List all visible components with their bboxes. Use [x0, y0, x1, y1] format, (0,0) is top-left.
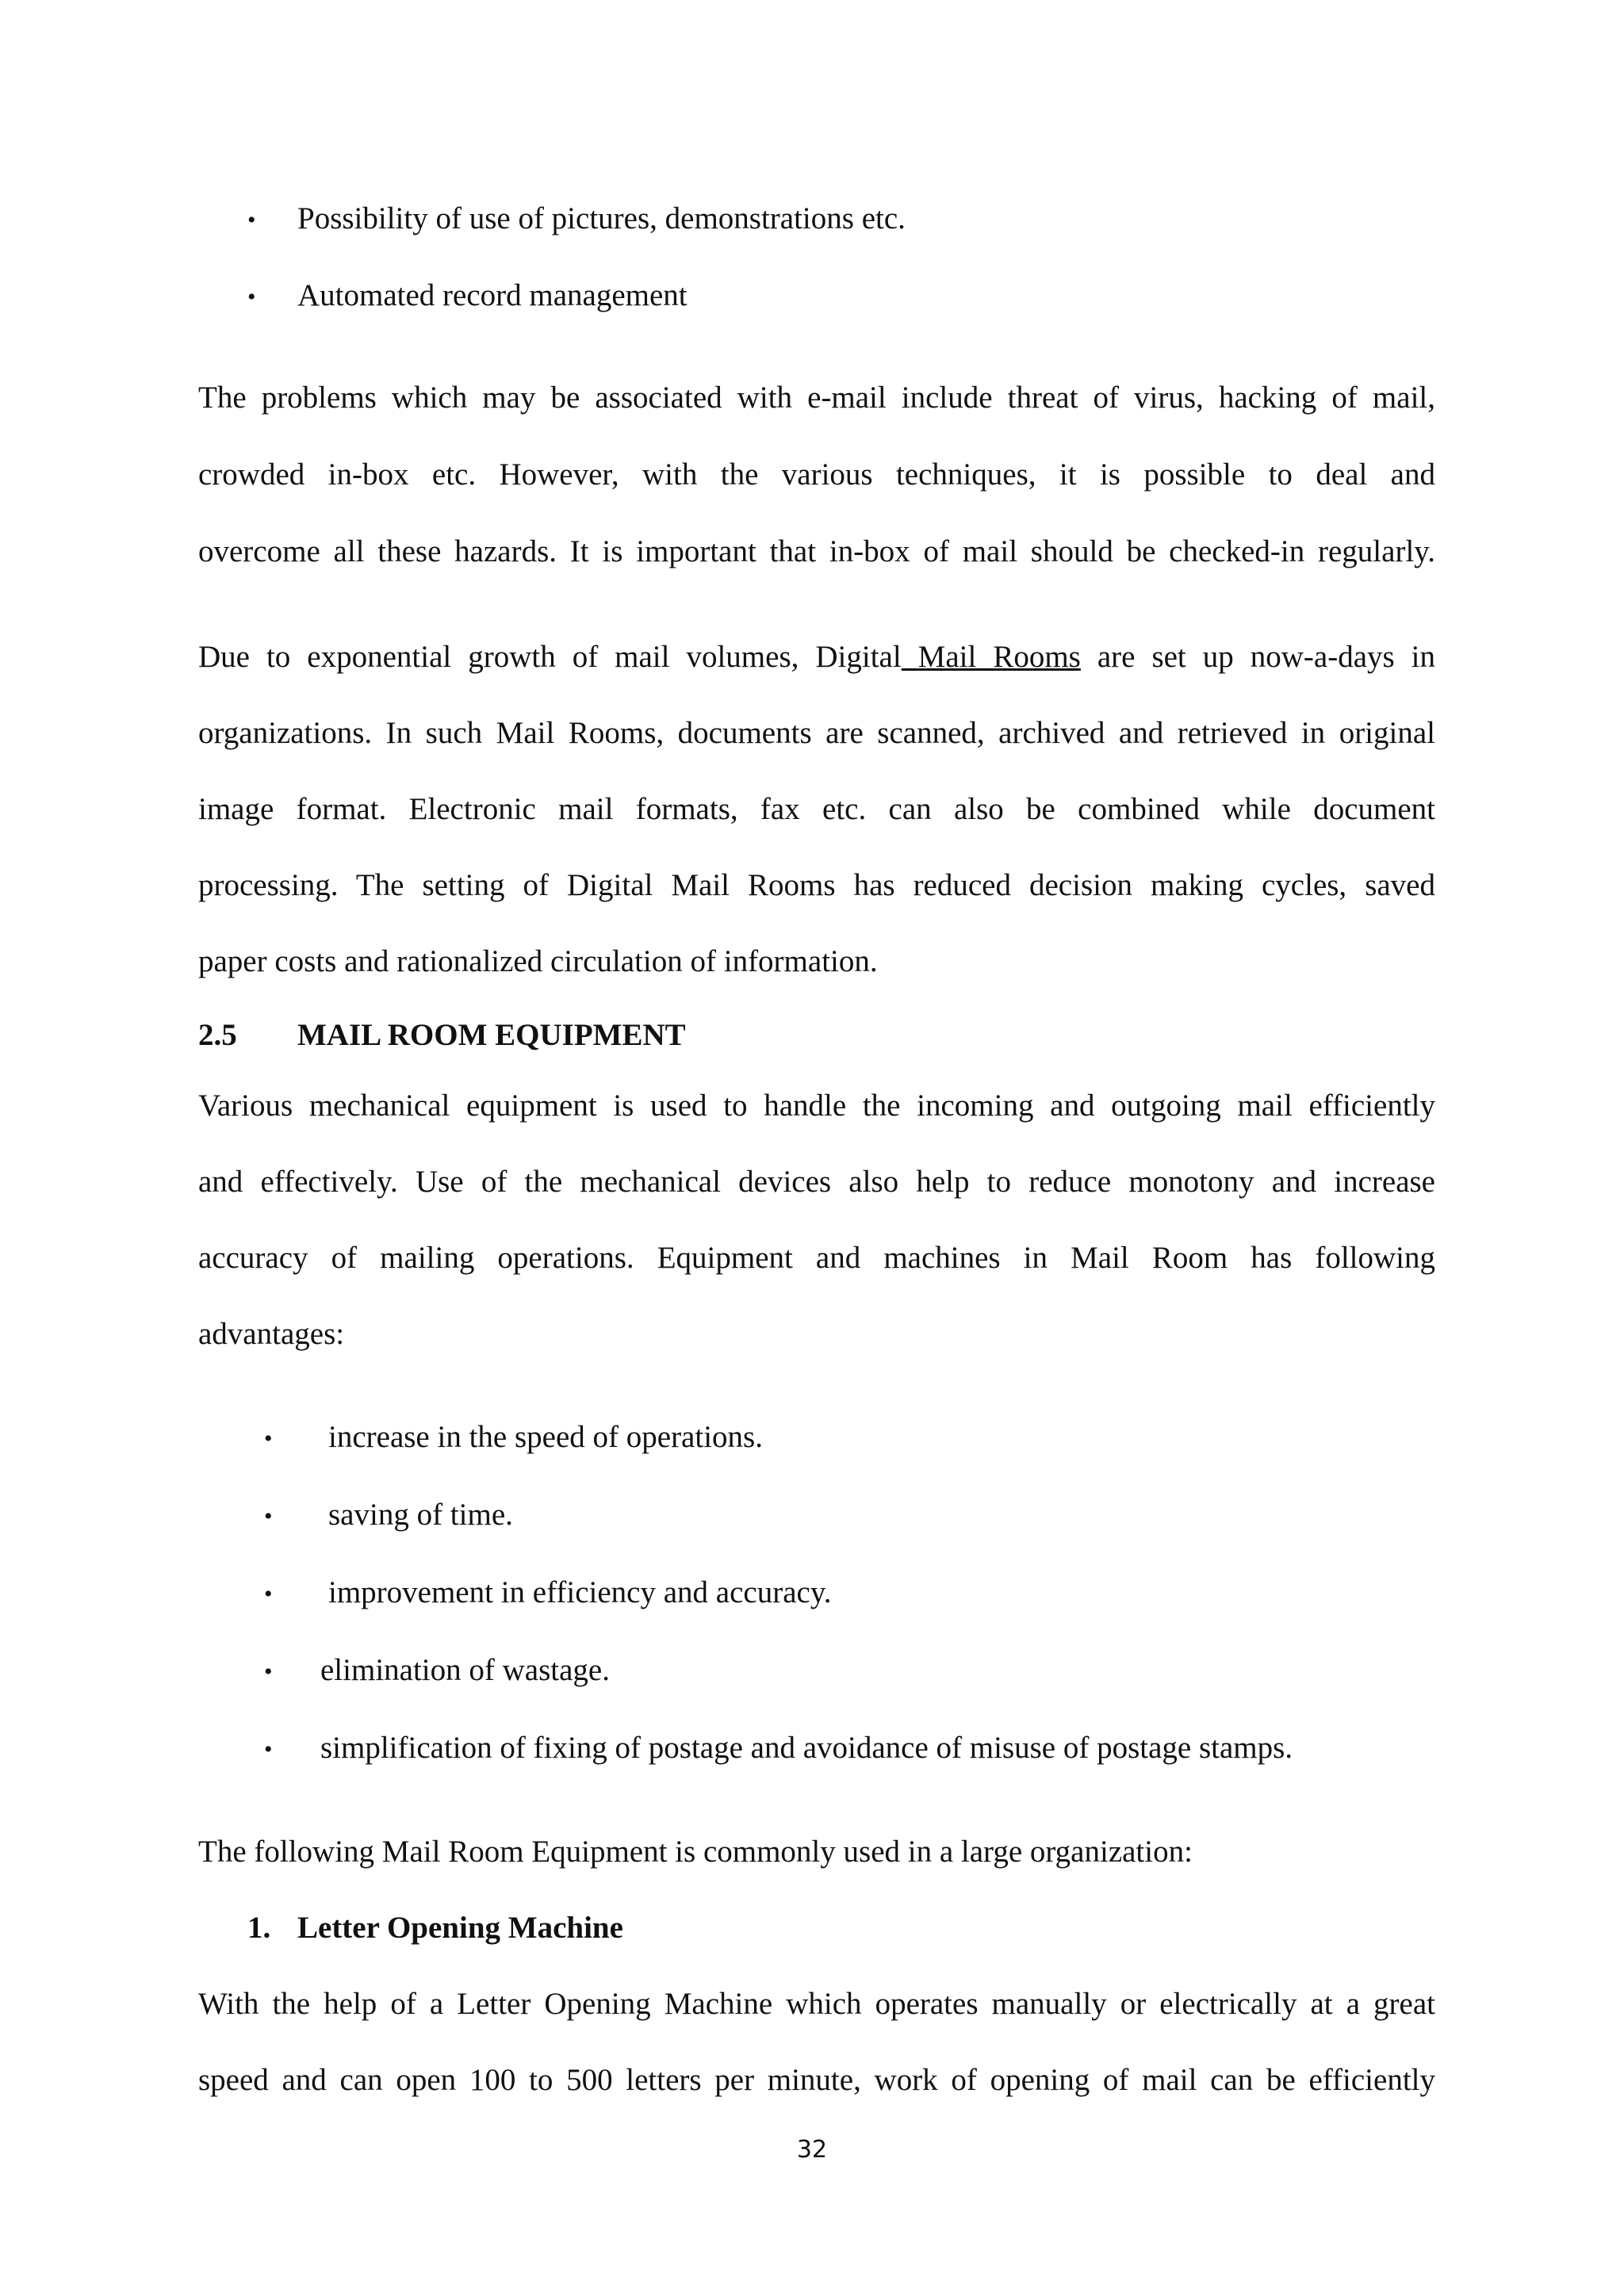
- paragraph-text: Due to exponential growth of mail volumes, Digital: [198, 640, 902, 674]
- paragraph-line: With the help of a Letter Opening Machine which operates manually or electrically at a great: [198, 1987, 1435, 2021]
- paragraph-line: speed and can open 100 to 500 letters per minute, work of opening of mail can be efficiently: [198, 2063, 1435, 2097]
- bullet-marker: •: [264, 1659, 273, 1685]
- paragraph-line: paper costs and rationalized circulation of information.: [198, 944, 878, 978]
- mail-rooms-underlined-term: Mail Rooms: [901, 640, 1081, 674]
- paragraph-line: overcome all these hazards. It is important that in-box of mail should be checked-in regularly.: [198, 534, 1435, 568]
- list-item: Automated record management: [297, 278, 688, 312]
- paragraph-line: [198, 638, 1435, 676]
- paragraph-line: advantages:: [198, 1317, 345, 1351]
- bullet-marker: •: [264, 1581, 273, 1607]
- bullet-marker: •: [247, 207, 256, 233]
- numbered-heading-number: 1.: [247, 1911, 271, 1945]
- paragraph-line: crowded in-box etc. However, with the various techniques, it is possible to deal and: [198, 457, 1435, 492]
- paragraph-line: processing. The setting of Digital Mail Rooms has reduced decision making cycles, saved: [198, 868, 1435, 902]
- list-item: improvement in efficiency and accuracy.: [328, 1575, 832, 1609]
- list-item: increase in the speed of operations.: [328, 1420, 763, 1454]
- list-item: saving of time.: [328, 1498, 513, 1532]
- list-item: simplification of fixing of postage and avoidance of misuse of postage stamps.: [320, 1731, 1293, 1765]
- bullet-marker: •: [264, 1736, 273, 1762]
- list-item: elimination of wastage.: [320, 1653, 610, 1687]
- list-item: Possibility of use of pictures, demonstrations etc.: [297, 201, 906, 235]
- paragraph-text: are set up now-a-days in: [1080, 640, 1436, 674]
- paragraph-line: accuracy of mailing operations. Equipment and machines in Mail Room has following: [198, 1241, 1435, 1275]
- numbered-heading-title: Letter Opening Machine: [297, 1911, 623, 1945]
- bullet-marker: •: [264, 1425, 273, 1452]
- page-number: 32: [796, 2136, 828, 2164]
- paragraph-line: image format. Electronic mail formats, fax etc. can also be combined while document: [198, 792, 1435, 826]
- paragraph-line: The following Mail Room Equipment is commonly used in a large organization:: [198, 1835, 1193, 1869]
- paragraph-line: The problems which may be associated with e-mail include threat of virus, hacking of mail,: [198, 381, 1435, 415]
- paragraph-line: and effectively. Use of the mechanical devices also help to reduce monotony and increase: [198, 1165, 1435, 1199]
- paragraph-line: Various mechanical equipment is used to handle the incoming and outgoing mail efficiently: [198, 1089, 1435, 1123]
- paragraph-line: organizations. In such Mail Rooms, documents are scanned, archived and retrieved in original: [198, 716, 1435, 750]
- bullet-marker: •: [264, 1503, 273, 1529]
- section-title: MAIL ROOM EQUIPMENT: [297, 1018, 686, 1052]
- section-number: 2.5: [198, 1018, 237, 1052]
- bullet-marker: •: [247, 284, 256, 310]
